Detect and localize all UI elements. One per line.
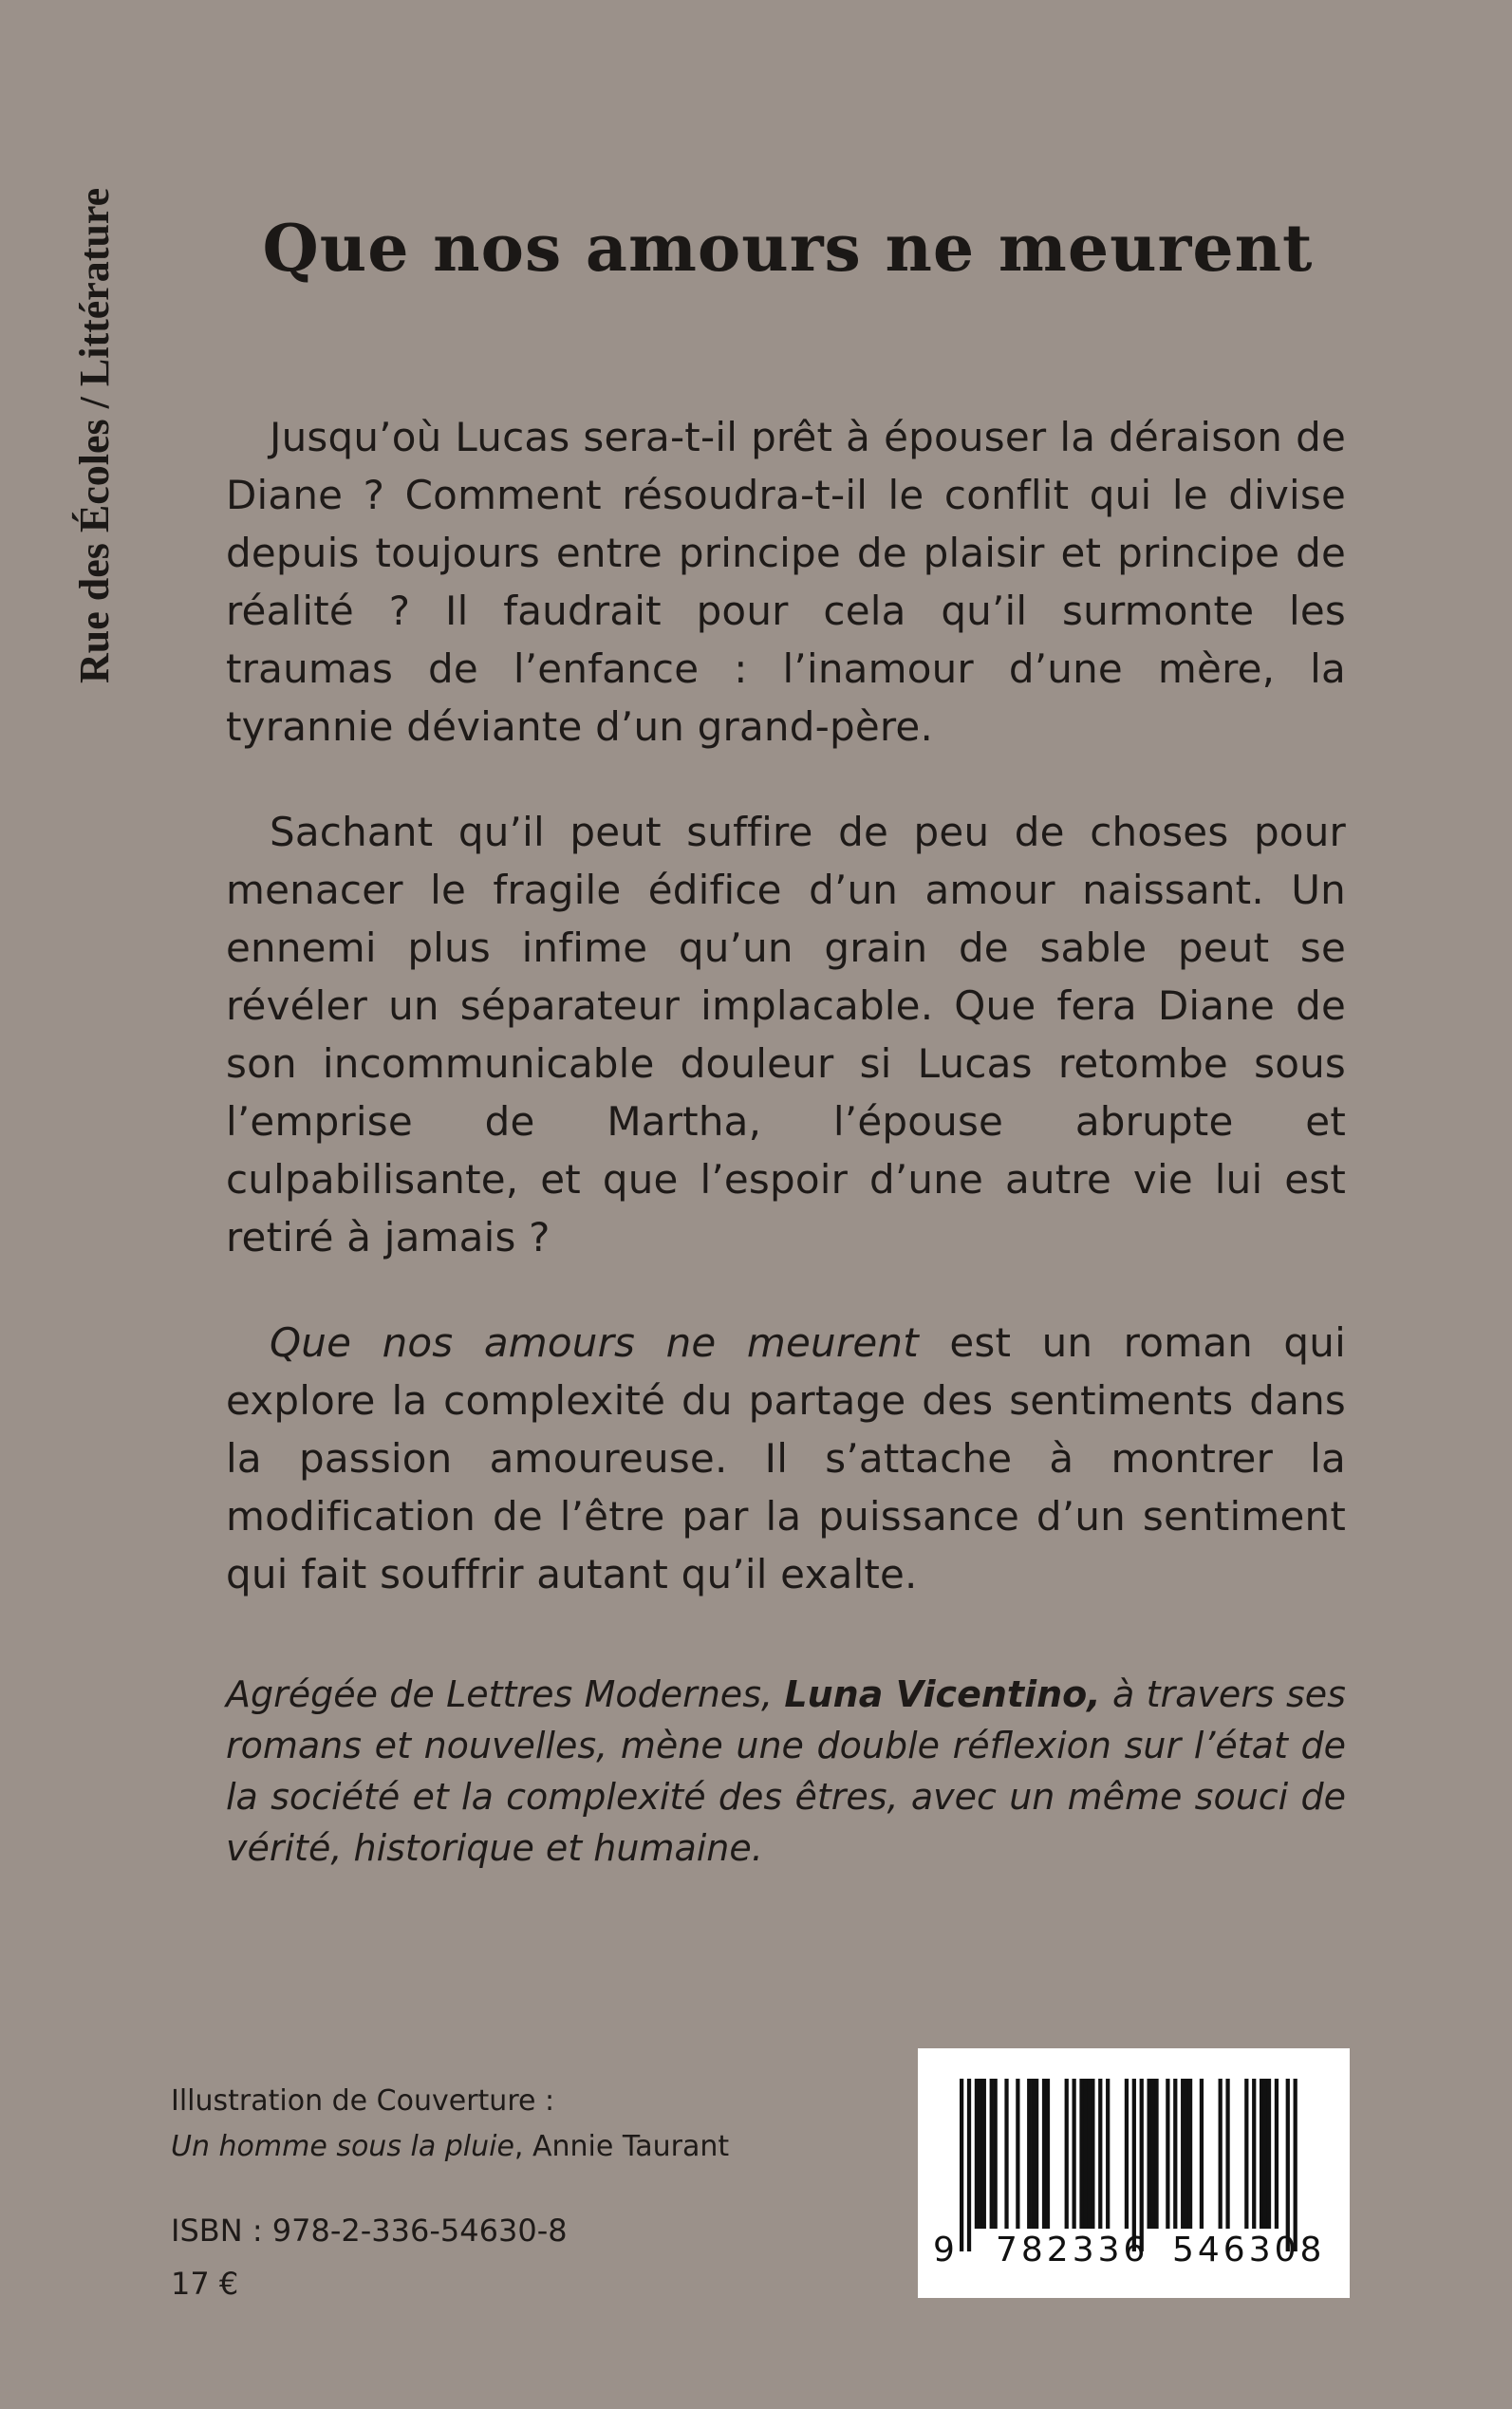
barcode-group-right: 546308 — [1172, 2231, 1326, 2269]
price: 17 € — [171, 2266, 239, 2302]
barcode-bar — [1065, 2079, 1069, 2229]
barcode-bar — [1132, 2079, 1136, 2251]
barcode-bar — [1200, 2079, 1204, 2229]
spine-collection: Rue des Écoles / Littérature — [71, 187, 118, 683]
blurb-paragraph-2: Sachant qu’il peut suffire de peu de choses pour menacer le fragile édifice d’un amour naissant. Un ennemi plus infime qu’un grain de sable peut se révéler un séparateur implacable. Que fera Diane de son incommunicable douleur si Lucas retombe sous l’emprise de Martha, l’épouse abrupte et culpabilisante, et que l’espoir d’une autre vie lui est retiré à jamais ? — [226, 809, 1346, 1261]
barcode-bar — [1073, 2079, 1076, 2229]
barcode-bar — [1148, 2079, 1151, 2229]
barcode-bar — [1140, 2079, 1144, 2251]
author-name: Luna Vicentino, — [784, 1673, 1101, 1715]
barcode-bar — [1091, 2079, 1094, 2229]
barcode-bar — [1225, 2079, 1229, 2229]
barcode-bar — [1185, 2079, 1188, 2229]
barcode-bar — [960, 2079, 963, 2251]
blurb-paragraph-3-text: est un roman qui explore la complexité du partage des sentiments dans la passion amoureuse. Il s’attache à montrer la modification de l’être par la puissance d’un sentiment qui fait souffrir autant qu’il exalte. — [226, 1319, 1346, 1597]
barcode-bar — [1252, 2079, 1256, 2229]
barcode-bar — [1042, 2079, 1046, 2229]
barcode-bar — [1035, 2079, 1038, 2229]
blurb-paragraph-3 — [226, 1314, 1346, 1603]
blurb-book-title: Que nos amours ne meurent — [270, 1319, 919, 1366]
credit-label: Illustration de Couverture : — [171, 2084, 555, 2118]
barcode-bar — [1219, 2079, 1223, 2229]
barcode-bar — [1181, 2079, 1185, 2229]
barcode-bar — [967, 2079, 971, 2251]
barcode-bar — [1046, 2079, 1050, 2229]
credit-line — [171, 2124, 729, 2170]
barcode-digit-first: 9 — [933, 2231, 955, 2269]
cover-credit — [171, 2079, 729, 2170]
barcode-bar — [1166, 2079, 1169, 2229]
barcode-bar — [1125, 2079, 1129, 2229]
barcode-bar — [975, 2079, 979, 2229]
bio-text: à travers ses romans et nouvelles, mène une double réflexion sur l’état de la société et la complexité des êtres, avec un même souci de vérité, historique et humaine. — [226, 1673, 1346, 1869]
barcode-bar — [1031, 2079, 1035, 2229]
barcode-bar — [1263, 2079, 1267, 2229]
barcode-bar — [1098, 2079, 1102, 2229]
barcode — [918, 2048, 1350, 2298]
book-title: Que nos amours ne meurent — [262, 211, 1314, 287]
barcode-bar — [1150, 2079, 1154, 2229]
barcode-bar — [1154, 2079, 1158, 2229]
barcode-bar — [1016, 2079, 1019, 2229]
barcode-bar — [1260, 2079, 1263, 2229]
barcode-bar — [990, 2079, 994, 2229]
barcode-group-left: 782336 — [996, 2231, 1149, 2269]
barcode-bar — [1188, 2079, 1192, 2229]
bio-intro: Agrégée de Lettres Modernes, — [226, 1673, 785, 1715]
barcode-bar — [1275, 2079, 1279, 2229]
barcode-bar — [1087, 2079, 1091, 2229]
barcode-bar — [1106, 2079, 1110, 2229]
barcode-bar — [1027, 2079, 1031, 2229]
barcode-bar — [1294, 2079, 1297, 2251]
isbn: ISBN : 978-2-336-54630-8 — [171, 2213, 568, 2249]
author-bio — [226, 1669, 1346, 1874]
barcode-bar — [979, 2079, 982, 2229]
barcode-bar — [994, 2079, 998, 2229]
credit-artist: , Annie Taurant — [513, 2130, 730, 2163]
barcode-bar — [1079, 2079, 1083, 2229]
barcode-bar — [982, 2079, 986, 2229]
blurb — [226, 408, 1346, 1651]
barcode-bar — [1267, 2079, 1271, 2229]
barcode-bar — [1004, 2079, 1008, 2229]
barcode-bar — [1083, 2079, 1087, 2229]
barcode-bar — [1173, 2079, 1177, 2229]
isbn-price — [171, 2204, 568, 2310]
barcode-bar — [1286, 2079, 1290, 2251]
barcode-bar — [1244, 2079, 1248, 2229]
blurb-paragraph-1: Jusqu’où Lucas sera-t-il prêt à épouser la déraison de Diane ? Comment résoudra-t-il le conflit qui le divise depuis toujours entre principe de plaisir et principe de réalité ? Il faudrait pour cela qu’il surmonte les traumas de l’enfance : l’inamour d’une mère, la tyrannie déviante d’un grand-père. — [226, 414, 1346, 750]
credit-work: Un homme sous la pluie — [171, 2130, 514, 2163]
